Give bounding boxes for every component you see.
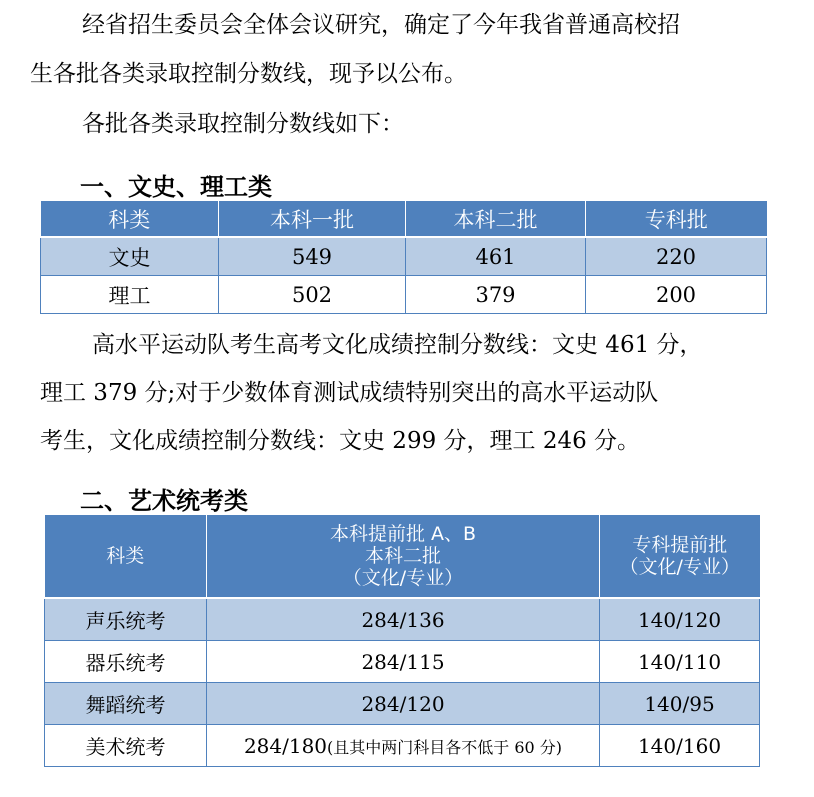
row-value: 220 bbox=[586, 237, 767, 276]
header-tier1: 本科一批 bbox=[219, 201, 406, 237]
row-subject: 文史 bbox=[41, 237, 219, 276]
row-value: 502 bbox=[219, 276, 406, 314]
intro-line-1: 经省招生委员会全体会议研究，确定了今年我省普通高校招 bbox=[82, 12, 680, 38]
row-subject: 美术统考 bbox=[45, 725, 207, 767]
header-specialist bbox=[600, 515, 760, 598]
header-line: 本科提前批 A、B bbox=[329, 523, 477, 545]
table-header-row bbox=[45, 515, 760, 598]
header-tier2: 本科二批 bbox=[406, 201, 586, 237]
header-line: （文化/专业） bbox=[619, 556, 740, 578]
sports-note-line-3: 考生，文化成绩控制分数线：文史 299 分，理工 246 分。 bbox=[40, 428, 641, 454]
header-subject: 科类 bbox=[41, 201, 219, 237]
row-value: 140/95 bbox=[600, 683, 760, 725]
row-value: 461 bbox=[406, 237, 586, 276]
row-subject: 声乐统考 bbox=[45, 598, 207, 641]
table-row bbox=[45, 641, 760, 683]
row-subject: 理工 bbox=[41, 276, 219, 314]
table-header-row bbox=[41, 201, 767, 237]
section1-heading: 一、文史、理工类 bbox=[80, 173, 272, 201]
table-row bbox=[45, 725, 760, 767]
header-line: （文化/专业） bbox=[342, 567, 464, 589]
art-score: 284/180 bbox=[243, 733, 328, 758]
score-table-2 bbox=[44, 515, 760, 767]
row-value: 140/110 bbox=[600, 641, 760, 683]
section2-heading: 二、艺术统考类 bbox=[80, 487, 248, 515]
header-undergrad bbox=[207, 515, 600, 598]
row-value bbox=[207, 725, 600, 767]
intro-line-2: 生各批各类录取控制分数线，现予以公布。 bbox=[30, 61, 467, 87]
row-subject: 器乐统考 bbox=[45, 641, 207, 683]
row-value: 284/115 bbox=[207, 641, 600, 683]
table-row bbox=[45, 683, 760, 725]
row-value: 140/160 bbox=[600, 725, 760, 767]
score-table-1 bbox=[40, 201, 767, 314]
row-value: 200 bbox=[586, 276, 767, 314]
row-value: 284/120 bbox=[207, 683, 600, 725]
table-row bbox=[41, 276, 767, 314]
row-value: 284/136 bbox=[207, 598, 600, 641]
header-line: 本科二批 bbox=[364, 545, 441, 567]
sports-note-line-2: 理工 379 分;对于少数体育测试成绩特别突出的高水平运动队 bbox=[40, 380, 659, 406]
sports-note-line-1: 高水平运动队考生高考文化成绩控制分数线：文史 461 分， bbox=[92, 332, 703, 358]
table-row bbox=[45, 598, 760, 641]
header-subject: 科类 bbox=[45, 515, 207, 598]
art-score-note: (且其中两门科目各不低于 60 分) bbox=[327, 737, 563, 757]
header-line: 专科提前批 bbox=[632, 534, 728, 556]
header-specialist: 专科批 bbox=[586, 201, 767, 237]
row-value: 549 bbox=[219, 237, 406, 276]
intro-line-3: 各批各类录取控制分数线如下： bbox=[82, 111, 404, 137]
row-value: 140/120 bbox=[600, 598, 760, 641]
row-subject: 舞蹈统考 bbox=[45, 683, 207, 725]
row-value: 379 bbox=[406, 276, 586, 314]
table-row bbox=[41, 237, 767, 276]
